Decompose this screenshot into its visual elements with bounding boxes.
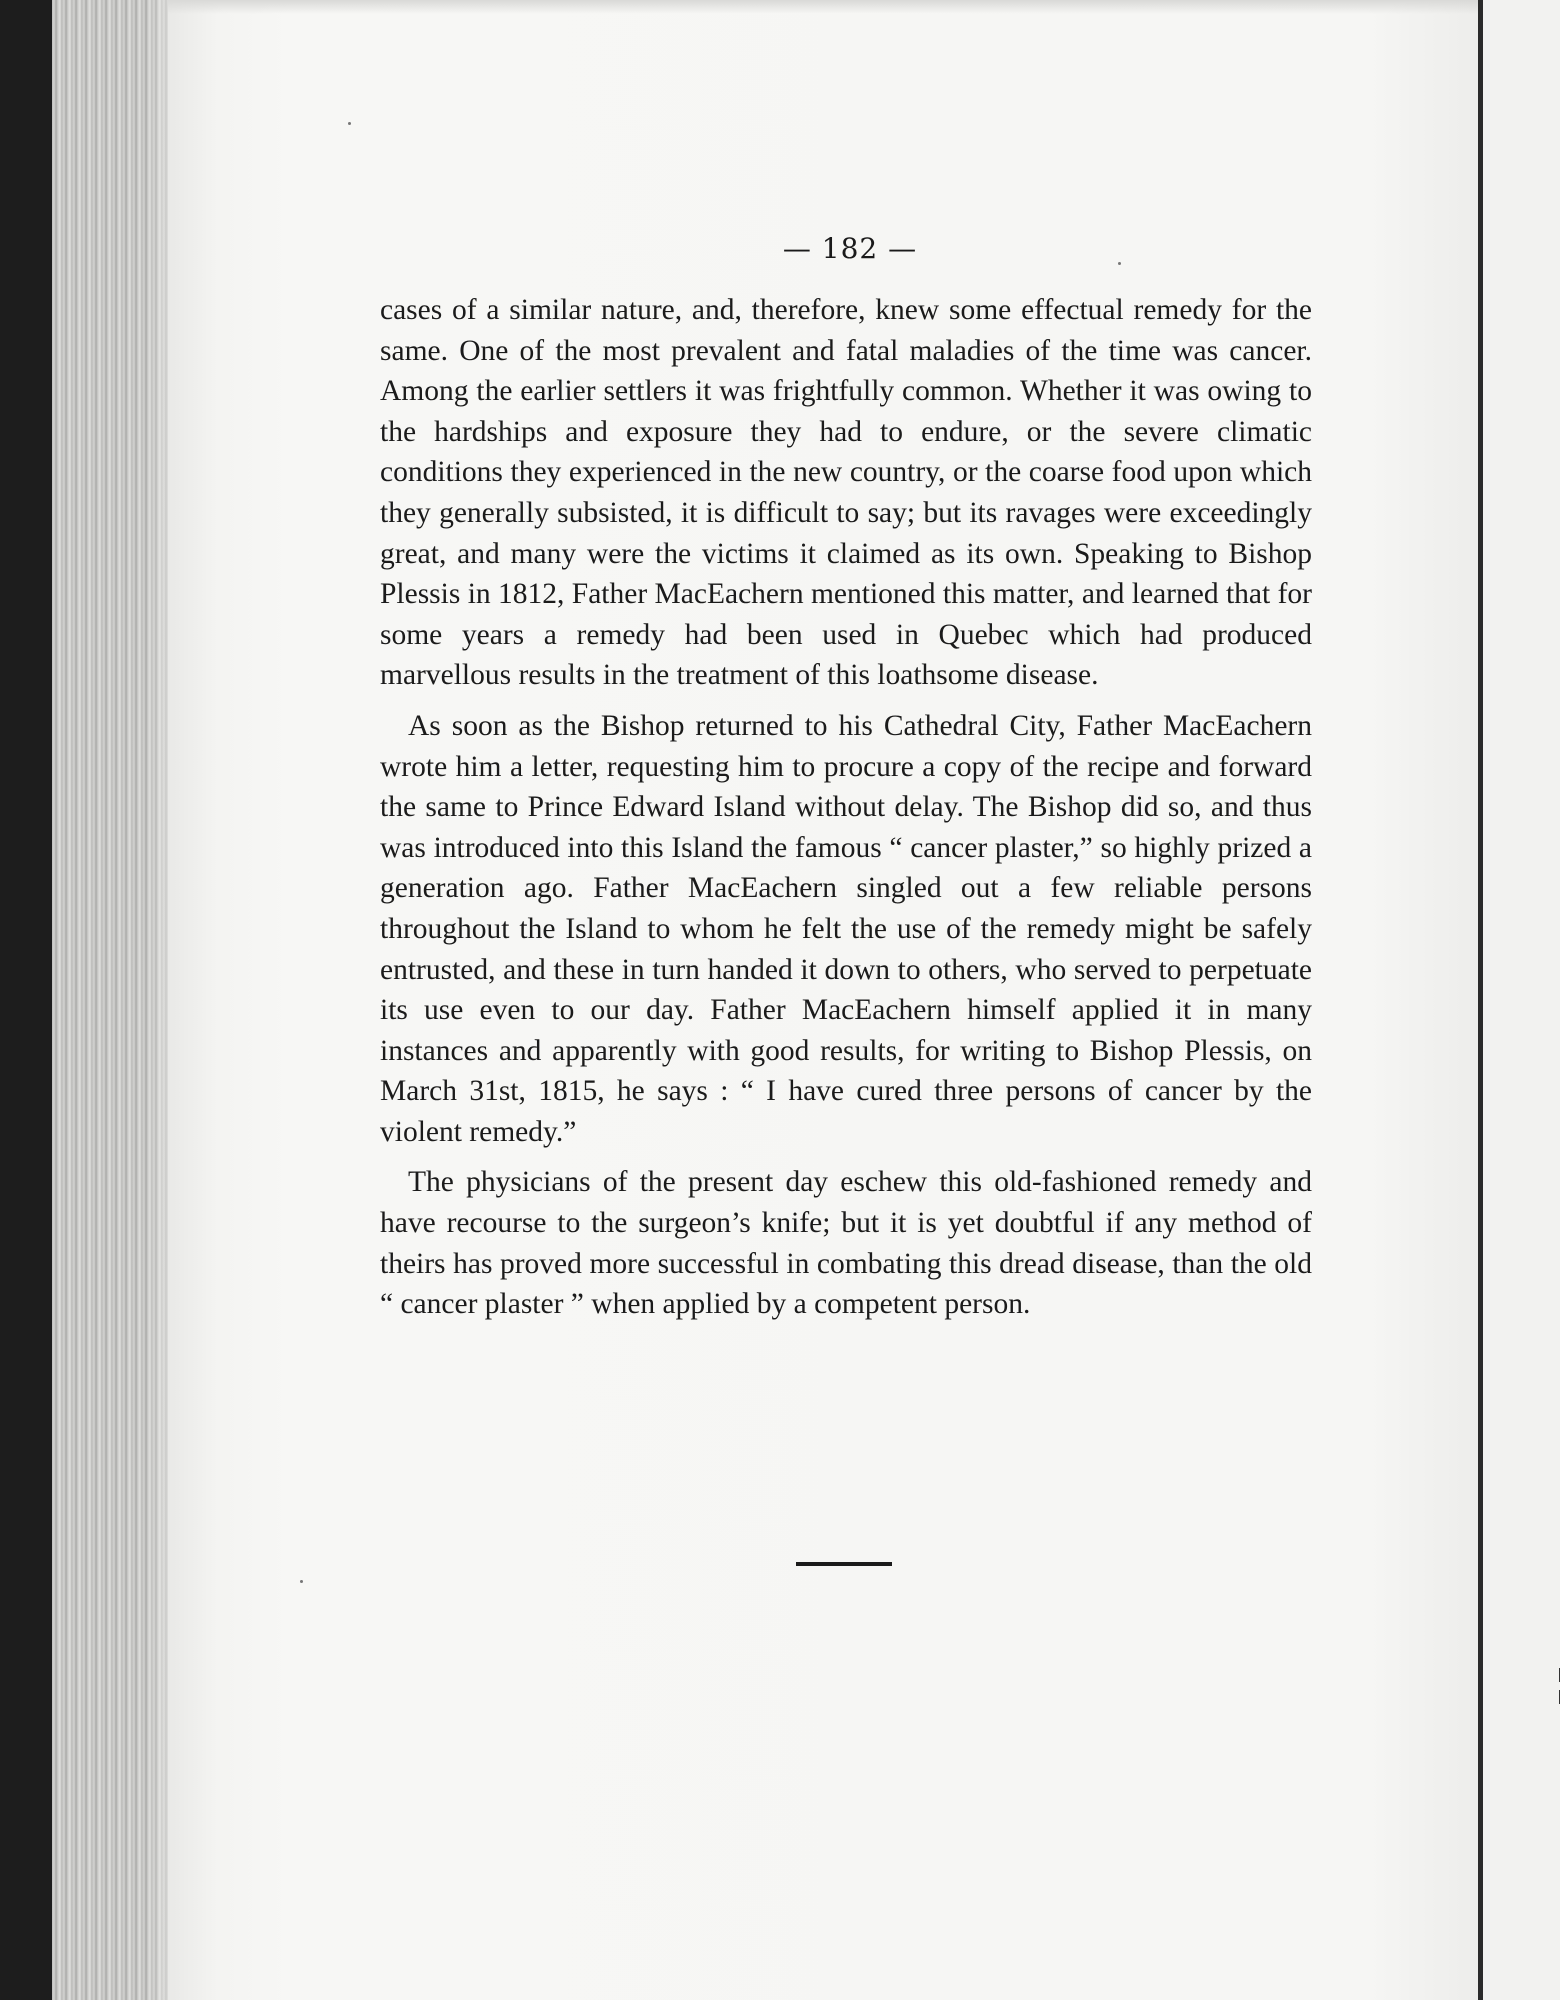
page-number: — 182 — (782, 232, 918, 265)
paragraph-3: The physicians of the present day eschew this old-fashioned remedy and have recourse to the surgeon’s knife; but it is yet doubtful if any method of theirs has proved more successful in combating this dread disease, than the old “ cancer plaster ” when applied by a competent person. (380, 1166, 1312, 1321)
page-edges-stack (52, 0, 184, 2000)
facing-page-edge (1478, 0, 1560, 2000)
paragraph-1: cases of a similar nature, and, therefore, knew some effectual remedy for the same. One of the most prevalent and fatal maladies of the time was cancer. Among the earlier settlers it was frightfully common. Whether it was owing to the hardships and exposure they had to endure, or the severe climatic conditions they experienced in the new country, or the coarse food upon which they generally subsisted, it is difficult to say; but its ravages were exceedingly great, and many were the victims it claimed as its own. Speaking to Bishop Plessis in 1812, Father MacEachern mentioned this matter, and learned that for some years a remedy had been used in Quebec which had produced marvellous results in the treatment of this loathsome disease. (380, 294, 1312, 692)
body-text (380, 290, 1312, 1335)
section-end-rule (796, 1562, 892, 1566)
page-top-shadow (168, 0, 1478, 14)
paper-speck (300, 1580, 303, 1583)
paper-speck (348, 122, 351, 125)
paragraph-2: As soon as the Bishop returned to his Cathedral City, Father MacEachern wrote him a letter, requesting him to procure a copy of the recipe and forward the same to Prince Edward Island without delay. The Bishop did so, and thus was introduced into this Island the famous “ cancer plaster,” so highly prized a generation ago. Father MacEachern singled out a few reliable persons throughout the Island to whom he felt the use of the remedy might be safely entrusted, and these in turn handed it down to others, who served to perpetuate its use even to our day. Father MacEachern himself applied it in many instances and apparently with good results, for writing to Bishop Plessis, on March 31st, 1815, he says : “ I have cured three persons of cancer by the violent remedy.” (380, 709, 1312, 1148)
paper-speck (1118, 262, 1121, 265)
